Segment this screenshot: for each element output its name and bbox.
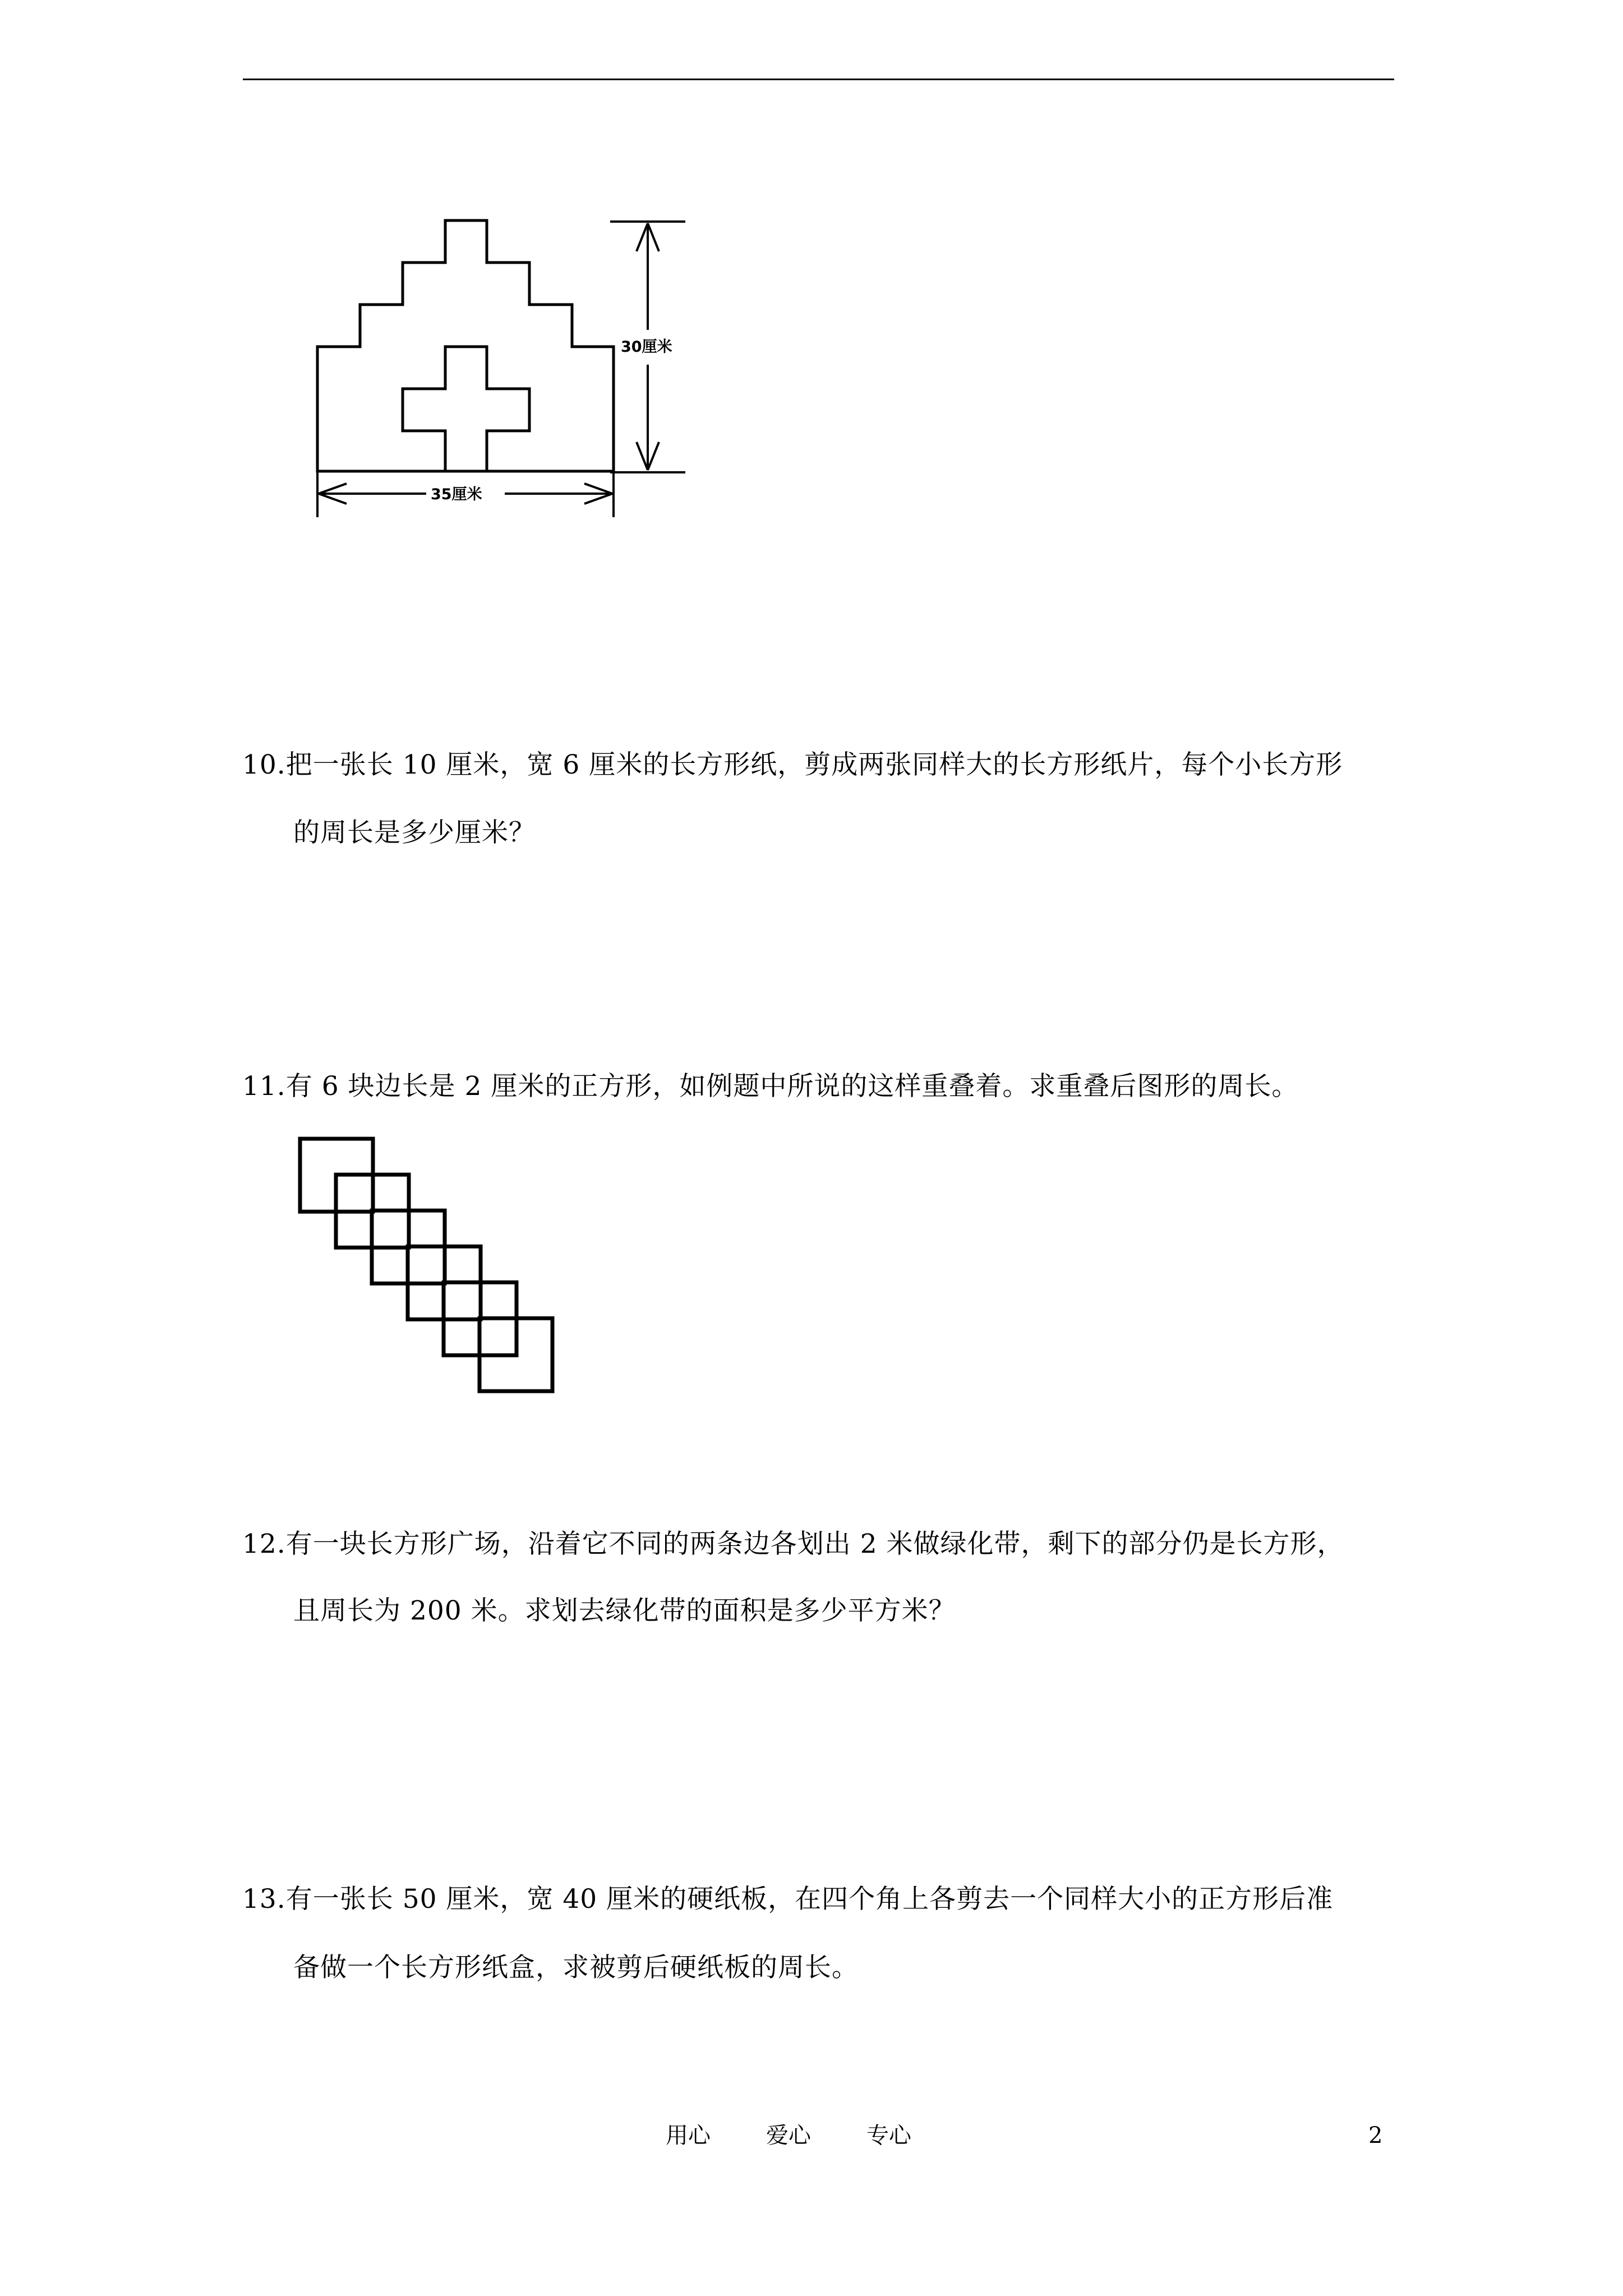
- question-11-number: 11.: [242, 1071, 286, 1102]
- question-12-line-1: [242, 1527, 1344, 1561]
- question-12-text-1: 有一块长方形广场，沿着它不同的两条边各划出 2 米做绿化带，剩下的部分仍是长方形，: [285, 1529, 1344, 1559]
- height-label: 30厘米: [621, 338, 672, 356]
- header-rule: [243, 79, 1394, 80]
- footer-motto-1: 用心: [666, 2123, 711, 2148]
- footer-motto-3: 专心: [866, 2123, 911, 2148]
- question-13-line-2: [293, 1951, 859, 1985]
- footer-motto-2: 爱心: [766, 2123, 811, 2148]
- question-10-number: 10.: [242, 749, 286, 780]
- question-12-line-2: [293, 1594, 956, 1628]
- question-10-text-1: 把一张长 10 厘米，宽 6 厘米的长方形纸，剪成两张同样大的长方形纸片，每个小长方形: [285, 749, 1343, 780]
- question-10-line-2: [293, 816, 536, 850]
- overlapping-squares-figure: [292, 1128, 566, 1408]
- question-10-text-2: 的周长是多少厘米？: [293, 817, 536, 848]
- question-11-line-1: [242, 1070, 1298, 1103]
- width-label: 35厘米: [431, 486, 482, 503]
- cross-cutout: [403, 347, 529, 471]
- page-number: 2: [1368, 2123, 1383, 2148]
- question-13-text-1: 有一张长 50 厘米，宽 40 厘米的硬纸板，在四个角上各剪去一个同样大小的正方形后准: [285, 1884, 1334, 1915]
- house-figure: [303, 208, 707, 522]
- question-13-text-2: 备做一个长方形纸盒，求被剪后硬纸板的周长。: [293, 1952, 859, 1983]
- question-13-line-1: [242, 1883, 1333, 1916]
- question-13-number: 13.: [242, 1884, 286, 1915]
- question-11-text-1: 有 6 块边长是 2 厘米的正方形，如例题中所说的这样重叠着。求重叠后图形的周长。: [285, 1071, 1299, 1102]
- question-12-text-2: 且周长为 200 米。求划去绿化带的面积是多少平方米？: [293, 1595, 956, 1626]
- question-10-line-1: [242, 748, 1343, 782]
- question-12-number: 12.: [242, 1529, 286, 1559]
